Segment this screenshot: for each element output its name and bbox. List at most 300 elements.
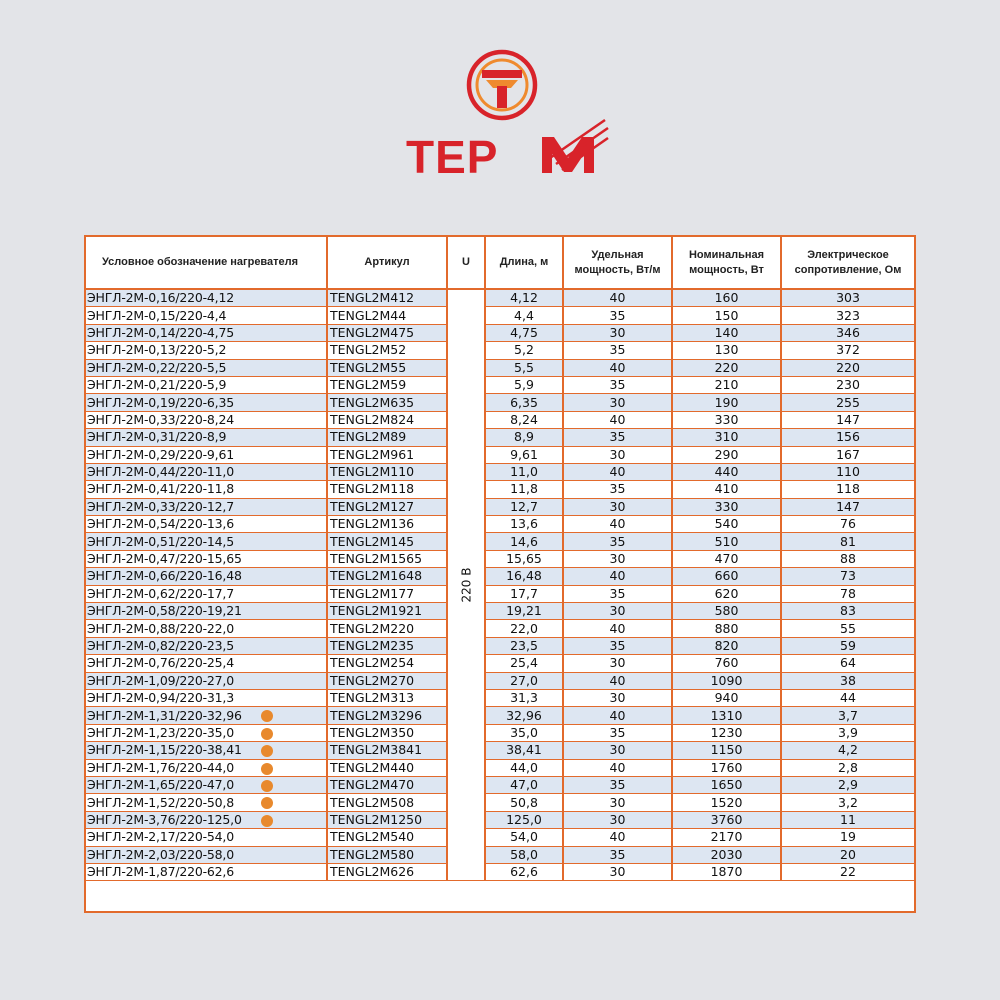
cell-article [327,324,447,341]
cell-specific-power [563,724,672,741]
cell-nominal-power [672,759,781,776]
cell-nominal-power [672,863,781,880]
cell-nominal-power [672,707,781,724]
cell-specific-power-text: 35 [609,638,626,653]
cell-length-text: 11,0 [510,464,538,480]
cell-article [327,342,447,359]
table-row [86,863,914,880]
cell-article [327,672,447,689]
cell-resistance [781,498,914,515]
cell-specific-power [563,359,672,376]
cell-specific-power-text: 30 [609,864,626,880]
cell-article [327,550,447,567]
cell-article-text: TENGL2M540 [330,829,415,845]
cell-length-text: 25,4 [510,655,538,671]
cell-length [485,603,563,620]
cell-nominal-power-text: 1150 [710,742,743,758]
cell-length [485,794,563,811]
cell-resistance [781,516,914,533]
cell-length-text: 22,0 [510,620,538,636]
cell-specific-power-text: 35 [609,429,626,445]
cell-resistance [781,550,914,567]
table-row [86,846,914,863]
cell-article [327,776,447,793]
cell-name [86,533,327,550]
cell-specific-power [563,307,672,324]
cell-resistance-text: 19 [840,829,856,845]
cell-specific-power [563,550,672,567]
cell-resistance-text: 78 [840,585,856,601]
cell-article-text: TENGL2M440 [330,759,415,775]
cell-resistance [781,307,914,324]
cell-specific-power [563,846,672,863]
cell-article [327,829,447,846]
cell-resistance-text: 372 [836,342,860,358]
cell-resistance-text: 346 [836,324,860,340]
cell-article [327,376,447,393]
table-row [86,307,914,324]
cell-resistance [781,324,914,341]
table-row [86,776,914,793]
cell-nominal-power [672,289,781,307]
cell-length-text: 15,65 [506,551,542,567]
cell-resistance-text: 147 [836,498,860,514]
cell-nominal-power [672,498,781,515]
cell-name-text: ЭНГЛ-2М-0,51/220-14,5 [87,533,234,549]
cell-article-text: TENGL2M626 [330,864,415,880]
cell-name-text: ЭНГЛ-2М-0,58/220-19,21 [87,603,242,619]
cell-name-text: ЭНГЛ-2М-1,15/220-38,41 [87,742,242,758]
cell-nominal-power [672,342,781,359]
cell-specific-power [563,342,672,359]
cell-length [485,307,563,324]
cell-article-text: TENGL2M635 [330,394,415,410]
cell-length [485,481,563,498]
cell-length-text: 12,7 [510,498,538,514]
cell-nominal-power [672,568,781,585]
cell-name-text: ЭНГЛ-2М-0,62/220-17,7 [87,585,234,601]
cell-length [485,342,563,359]
cell-resistance [781,655,914,672]
cell-specific-power [563,516,672,533]
cell-name [86,463,327,480]
orange-dot-icon [261,815,273,827]
cell-length-text: 5,2 [514,342,534,358]
cell-article [327,846,447,863]
cell-nominal-power [672,307,781,324]
cell-length-text: 11,8 [510,481,538,497]
orange-dot-icon [261,710,273,722]
cell-nominal-power-text: 1520 [710,794,743,810]
cell-resistance [781,446,914,463]
orange-dot-icon [261,780,273,792]
cell-length [485,742,563,759]
cell-length-text: 5,9 [514,377,534,393]
cell-nominal-power [672,324,781,341]
cell-length [485,463,563,480]
cell-name [86,550,327,567]
cell-article [327,516,447,533]
cell-specific-power-text: 30 [609,794,626,810]
cell-resistance-text: 59 [840,638,856,653]
cell-length-text: 35,0 [510,724,538,740]
cell-specific-power-text: 40 [609,411,626,427]
cell-resistance-text: 88 [840,551,856,567]
cell-name [86,655,327,672]
cell-name-text: ЭНГЛ-2М-3,76/220-125,0 [87,811,242,827]
cell-specific-power-text: 35 [609,533,626,549]
cell-resistance-text: 64 [840,655,856,671]
header-name: Условное обозначение нагревателя [86,237,327,289]
cell-nominal-power-text: 410 [714,481,739,497]
cell-name [86,776,327,793]
cell-article [327,689,447,706]
cell-nominal-power-text: 1090 [710,672,743,688]
cell-nominal-power [672,689,781,706]
cell-nominal-power-text: 330 [714,411,739,427]
table-row [86,429,914,446]
cell-voltage [447,289,485,881]
cell-nominal-power [672,481,781,498]
cell-nominal-power [672,429,781,446]
cell-length-text: 23,5 [510,638,538,653]
cell-resistance-text: 303 [836,290,860,306]
cell-resistance [781,846,914,863]
cell-resistance-text: 118 [836,481,860,497]
cell-nominal-power [672,446,781,463]
cell-resistance [781,481,914,498]
cell-specific-power [563,742,672,759]
cell-length-text: 44,0 [510,759,538,775]
cell-name [86,342,327,359]
cell-length-text: 27,0 [510,672,538,688]
cell-nominal-power [672,394,781,411]
cell-specific-power [563,811,672,828]
cell-name-text: ЭНГЛ-2М-0,41/220-11,8 [87,481,234,497]
cell-nominal-power-text: 160 [714,290,739,306]
cell-specific-power [563,289,672,307]
cell-name [86,411,327,428]
cell-length [485,776,563,793]
cell-length [485,689,563,706]
cell-resistance [781,689,914,706]
table-row [86,359,914,376]
cell-name [86,689,327,706]
cell-specific-power-text: 30 [609,324,626,340]
cell-specific-power [563,463,672,480]
cell-article [327,481,447,498]
cell-nominal-power-text: 660 [714,568,739,584]
cell-length [485,533,563,550]
cell-nominal-power [672,811,781,828]
table-row [86,411,914,428]
cell-specific-power [563,498,672,515]
cell-specific-power [563,776,672,793]
term-logo-icon [400,48,610,183]
table-row [86,550,914,567]
cell-specific-power [563,672,672,689]
cell-resistance-text: 4,2 [838,742,858,758]
cell-specific-power [563,655,672,672]
cell-resistance-text: 2,8 [838,759,858,775]
cell-article-text: TENGL2M580 [330,846,415,862]
cell-length [485,759,563,776]
cell-name-text: ЭНГЛ-2М-1,76/220-44,0 [87,759,234,775]
cell-article [327,411,447,428]
cell-nominal-power [672,794,781,811]
cell-name-text: ЭНГЛ-2М-0,33/220-8,24 [87,411,234,427]
cell-length [485,863,563,880]
cell-specific-power [563,585,672,602]
cell-resistance-text: 76 [840,516,856,532]
cell-name-text: ЭНГЛ-2М-2,17/220-54,0 [87,829,234,845]
brand-logo [400,48,610,183]
cell-nominal-power-text: 1760 [710,759,743,775]
cell-length [485,550,563,567]
cell-length [485,672,563,689]
cell-length-text: 8,24 [510,411,538,427]
cell-name-text: ЭНГЛ-2М-0,14/220-4,75 [87,324,234,340]
cell-nominal-power-text: 540 [714,516,739,532]
cell-nominal-power [672,620,781,637]
cell-specific-power-text: 30 [609,498,626,514]
cell-specific-power-text: 40 [609,707,626,723]
cell-specific-power-text: 35 [609,724,626,740]
cell-specific-power [563,794,672,811]
cell-name-text: ЭНГЛ-2М-0,29/220-9,61 [87,446,234,462]
cell-article-text: TENGL2M1921 [330,603,423,619]
cell-resistance [781,829,914,846]
cell-specific-power-text: 35 [609,307,626,323]
cell-article [327,811,447,828]
cell-specific-power-text: 30 [609,551,626,567]
table-row [86,533,914,550]
table-row [86,446,914,463]
cell-resistance [781,568,914,585]
cell-resistance [781,863,914,880]
cell-name-text: ЭНГЛ-2М-0,16/220-4,12 [87,290,234,306]
cell-nominal-power-text: 940 [714,690,739,706]
cell-name [86,794,327,811]
cell-resistance [781,411,914,428]
cell-name [86,846,327,863]
cell-resistance-text: 220 [836,359,860,375]
cell-length-text: 13,6 [510,516,538,532]
cell-article [327,394,447,411]
cell-nominal-power-text: 2030 [710,846,743,862]
cell-length-text: 58,0 [510,846,538,862]
cell-length [485,637,563,654]
cell-nominal-power-text: 140 [714,324,739,340]
cell-article-text: TENGL2M235 [330,638,415,653]
cell-length [485,446,563,463]
table-row [86,794,914,811]
cell-resistance-text: 3,2 [838,794,858,810]
cell-nominal-power-text: 220 [714,359,739,375]
cell-nominal-power-text: 330 [714,498,739,514]
cell-name [86,376,327,393]
cell-name [86,759,327,776]
header-length: Длина, м [485,237,563,289]
cell-length [485,324,563,341]
cell-specific-power [563,689,672,706]
cell-name [86,829,327,846]
cell-length [485,516,563,533]
cell-specific-power-text: 35 [609,777,626,793]
table-row [86,829,914,846]
cell-nominal-power-text: 820 [714,638,739,653]
table-row [86,585,914,602]
cell-name [86,498,327,515]
cell-article-text: TENGL2M270 [330,672,415,688]
cell-name [86,516,327,533]
cell-resistance [781,794,914,811]
cell-length-text: 38,41 [506,742,542,758]
cell-name-text: ЭНГЛ-2М-0,54/220-13,6 [87,516,234,532]
table-row [86,376,914,393]
cell-resistance-text: 147 [836,411,860,427]
cell-article [327,742,447,759]
cell-nominal-power-text: 1870 [710,864,743,880]
cell-resistance-text: 3,9 [838,724,858,740]
cell-name-text: ЭНГЛ-2М-0,31/220-8,9 [87,429,227,445]
cell-name [86,707,327,724]
cell-length [485,829,563,846]
cell-length-text: 4,75 [510,324,538,340]
cell-nominal-power [672,637,781,654]
cell-specific-power-text: 35 [609,342,626,358]
table-row [86,637,914,654]
cell-length-text: 125,0 [506,811,542,827]
cell-length [485,568,563,585]
cell-article-text: TENGL2M508 [330,794,415,810]
cell-name [86,863,327,880]
cell-specific-power [563,533,672,550]
cell-specific-power-text: 30 [609,690,626,706]
cell-name [86,481,327,498]
cell-specific-power-text: 30 [609,742,626,758]
orange-dot-icon [261,745,273,757]
cell-nominal-power [672,533,781,550]
cell-article-text: TENGL2M961 [330,446,415,462]
cell-specific-power-text: 40 [609,829,626,845]
cell-article [327,463,447,480]
cell-resistance-text: 11 [840,811,856,827]
cell-specific-power [563,446,672,463]
cell-nominal-power [672,655,781,672]
table-row [86,463,914,480]
cell-specific-power-text: 35 [609,585,626,601]
cell-name-text: ЭНГЛ-2М-0,21/220-5,9 [87,377,227,393]
cell-length-text: 4,12 [510,290,538,306]
cell-name [86,742,327,759]
cell-name [86,359,327,376]
cell-resistance-text: 55 [840,620,856,636]
cell-length [485,655,563,672]
cell-specific-power [563,829,672,846]
cell-resistance [781,429,914,446]
cell-nominal-power [672,603,781,620]
cell-resistance [781,394,914,411]
cell-length-text: 4,4 [514,307,534,323]
cell-length-text: 32,96 [506,707,542,723]
cell-name-text: ЭНГЛ-2М-1,65/220-47,0 [87,777,234,793]
cell-article-text: TENGL2M1250 [330,811,423,827]
cell-resistance-text: 110 [836,464,860,480]
header-article: Артикул [327,237,447,289]
cell-article-text: TENGL2M3296 [330,707,423,723]
table-row [86,289,914,307]
cell-length [485,707,563,724]
cell-nominal-power [672,829,781,846]
svg-text:ТЕР: ТЕР [406,131,499,183]
cell-specific-power-text: 40 [609,359,626,375]
cell-article-text: TENGL2M313 [330,690,415,706]
cell-resistance-text: 255 [836,394,860,410]
cell-specific-power-text: 35 [609,481,626,497]
cell-length-text: 50,8 [510,794,538,810]
cell-specific-power [563,394,672,411]
cell-length [485,359,563,376]
cell-article-text: TENGL2M55 [330,359,407,375]
cell-length-text: 31,3 [510,690,538,706]
table-row [86,342,914,359]
cell-article [327,289,447,307]
cell-nominal-power-text: 760 [714,655,739,671]
cell-name [86,289,327,307]
cell-length-text: 54,0 [510,829,538,845]
cell-nominal-power-text: 1230 [710,724,743,740]
cell-resistance-text: 2,9 [838,777,858,793]
cell-length [485,376,563,393]
cell-article [327,533,447,550]
cell-specific-power-text: 40 [609,568,626,584]
cell-specific-power-text: 30 [609,394,626,410]
table-row [86,707,914,724]
table-row [86,655,914,672]
cell-specific-power-text: 30 [609,603,626,619]
cell-article [327,794,447,811]
cell-article-text: TENGL2M52 [330,342,407,358]
cell-name [86,672,327,689]
cell-resistance-text: 230 [836,377,860,393]
cell-resistance [781,776,914,793]
cell-specific-power [563,863,672,880]
cell-article-text: TENGL2M110 [330,464,415,480]
cell-nominal-power-text: 1310 [710,707,743,723]
cell-resistance [781,585,914,602]
cell-nominal-power [672,516,781,533]
cell-specific-power [563,376,672,393]
cell-article [327,446,447,463]
cell-resistance [781,724,914,741]
cell-nominal-power-text: 1650 [710,777,743,793]
cell-resistance [781,672,914,689]
cell-length-text: 19,21 [506,603,542,619]
cell-name [86,585,327,602]
cell-nominal-power [672,463,781,480]
cell-resistance [781,637,914,654]
cell-article-text: TENGL2M59 [330,377,407,393]
cell-article [327,568,447,585]
cell-name-text: ЭНГЛ-2М-0,33/220-12,7 [87,498,234,514]
cell-article [327,585,447,602]
cell-article-text: TENGL2M89 [330,429,407,445]
cell-resistance [781,289,914,307]
cell-length [485,846,563,863]
cell-length [485,289,563,307]
cell-name [86,568,327,585]
